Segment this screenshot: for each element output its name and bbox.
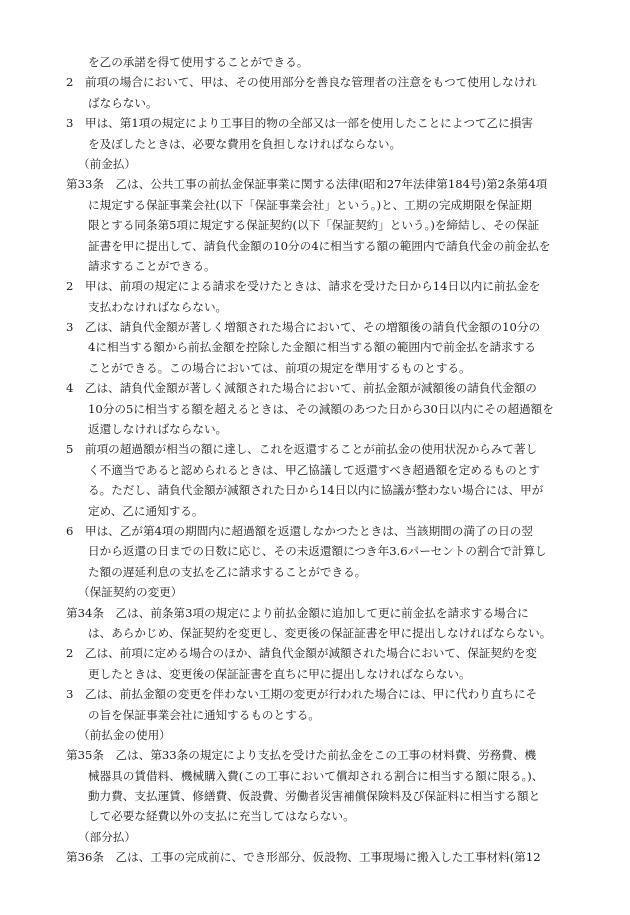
text-line: ことができる。この場合においては、前項の規定を準用するものとする。: [88, 360, 471, 375]
section-caption-guarantee-change: （保証契約の変更）: [78, 585, 183, 600]
text-line: 支払わなければならない。: [88, 299, 228, 314]
paragraph-5: 5 前項の超過額が相当の額に達し、これを返還することが前払金の使用状況からみて著し: [66, 442, 538, 457]
paragraph-2: 2 乙は、前項に定める場合のほか、請負代金額が減額された場合において、保証契約を変: [66, 646, 537, 661]
text-line: 日から返還の日までの日数に応じ、その未返還額につき年3.6パーセントの割合で計算し: [88, 544, 547, 559]
text-line: 定め、乙に通知する。: [88, 503, 204, 518]
paragraph-6: 6 甲は、乙が第4項の期間内に超過額を返還しなかつたときは、当該期間の満了の日の翌: [66, 523, 533, 538]
text-line: 証書を甲に提出して、請負代金額の10分の4に相当する額の範囲内で請負代金の前金払を: [88, 238, 551, 253]
text-line: 限とする同条第5項に規定する保証契約(以下「保証契約」という。)を締結し、その保証: [88, 218, 540, 233]
section-caption-partial-payment: （部分払）: [78, 829, 136, 844]
text-line: 10分の5に相当する額を超えるときは、その減額のあつた日から30日以内にその超過額を: [88, 401, 554, 416]
text-line: 械器具の賃借料、機械購入費(この工事において償却される割合に相当する額に限る。)、: [88, 768, 544, 783]
text-line: く不適当であると認められるときは、甲乙協議して返還すべき超過額を定めるものとす: [88, 462, 540, 477]
paragraph-2: 2 前項の場合において、甲は、その使用部分を善良な管理者の注意をもつて使用しなけれ: [66, 75, 537, 90]
paragraph-3: 3 乙は、前払金額の変更を伴わない工期の変更が行われた場合には、甲に代わり直ちにそ: [66, 687, 538, 702]
text-line: 動力費、支払運賃、修繕費、仮設費、労働者災害補償保険料及び保証料に相当する額と: [88, 789, 541, 804]
document-body: [66, 52, 566, 868]
text-line: 返還しなければならない。: [88, 422, 228, 437]
text-line: に規定する保証事業会社(以下「保証事業会社」という。)と、工期の完成期限を保証期: [88, 197, 532, 212]
paragraph-3: 3 乙は、請負代金額が著しく増額された場合において、その増額後の請負代金額の10分の: [66, 320, 541, 335]
text-line: の旨を保証事業会社に通知するものとする。: [88, 707, 320, 722]
article-35: 第35条 乙は、第33条の規定により支払を受けた前払金をこの工事の材料費、労務費、機: [66, 748, 537, 763]
text-line: して必要な経費以外の支払に充当してはならない。: [88, 809, 355, 824]
article-36: 第36条 乙は、工事の完成前に、でき形部分、仮設物、工事現場に搬入した工事材料(第12: [66, 850, 541, 865]
text-line: た額の遅延利息の支払を乙に請求することができる。: [88, 564, 367, 579]
paragraph-2: 2 甲は、前項の規定による請求を受けたときは、請求を受けた日から14日以内に前払金を: [66, 279, 541, 294]
text-line: 4に相当する額から前払金額を控除した金額に相当する額の範囲内で前金払を請求する: [88, 340, 536, 355]
text-line: を及ぼしたときは、必要な費用を負担しなければならない。: [88, 136, 402, 151]
article-34: 第34条 乙は、前条第3項の規定により前払金額に追加して更に前金払を請求する場合に: [66, 605, 529, 620]
text-line: を乙の承諾を得て使用することができる。: [88, 55, 309, 69]
text-line: 請求することができる。: [88, 258, 216, 273]
section-caption-advance-use: （前払金の使用）: [78, 727, 171, 742]
section-caption-advance-payment: （前金払）: [78, 156, 136, 171]
text-line: ばならない。: [88, 95, 158, 110]
paragraph-3: 3 甲は、第1項の規定により工事目的物の全部又は一部を使用したことによつて乙に損害: [66, 116, 533, 131]
article-33: 第33条 乙は、公共工事の前払金保証事業に関する法律(昭和27年法律第184号)第2条第4項: [66, 177, 548, 192]
text-line: 更したときは、変更後の保証証書を直ちに甲に提出しなければならない。: [88, 666, 471, 681]
text-line: は、あらかじめ、保証契約を変更し、変更後の保証証書を甲に提出しなければならない。: [88, 625, 552, 640]
text-line: る。ただし、請負代金額が減額された日から14日以内に協議が整わない場合には、甲が: [88, 483, 544, 498]
paragraph-4: 4 乙は、請負代金額が著しく減額された場合において、前払金額が減額後の請負代金額の: [66, 381, 537, 396]
